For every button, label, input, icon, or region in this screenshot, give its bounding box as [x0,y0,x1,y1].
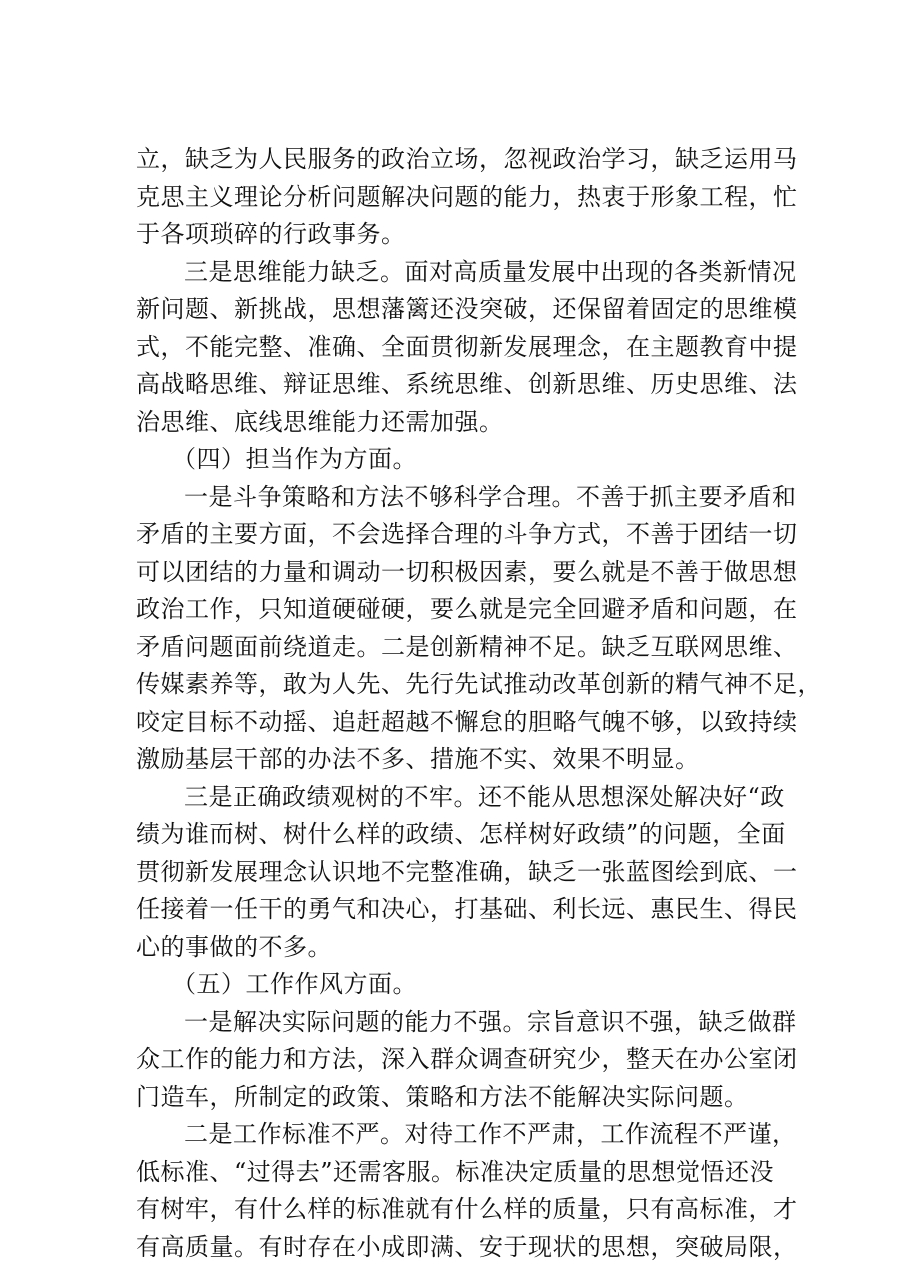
text-line: 高战略思维、辩证思维、系统思维、创新思维、历史思维、法 [136,370,798,398]
text-line: 咬定目标不动摇、追赶超越不懈怠的胆略气魄不够，以致持续 [136,707,798,736]
text-line: 治思维、底线思维能力还需加强。 [136,407,504,436]
text-line: 任接着一任干的勇气和决心，打基础、利长远、惠民生、得民 [136,895,798,923]
text-line: 低标准、“过得去”还需客服。标准决定质量的思想觉悟还没 [136,1157,775,1186]
text-line: 众工作的能力和方法，深入群众调查研究少，整天在办公室闭 [136,1045,798,1073]
text-line: 绩为谁而树、树什么样的政绩、怎样树好政绩”的问题，全面 [136,820,786,848]
document-body [136,141,822,1266]
section-heading-5: （五）工作作风方面。 [172,970,417,998]
text-line: 矛盾的主要方面，不会选择合理的斗争方式，不善于团结一切 [136,520,798,548]
text-line: 有树牢，有什么样的标准就有什么样的质量，只有高标准，才 [136,1195,798,1223]
text-line: 立，缺乏为人民服务的政治立场，忽视政治学习，缺乏运用马 [136,145,798,173]
paragraph-first-line: 一是斗争策略和方法不够科学合理。不善于抓主要矛盾和 [184,482,797,511]
paragraph-first-line: 三是思维能力缺乏。面对高质量发展中出现的各类新情况 [184,257,797,286]
text-line: 政治工作，只知道硬碰硬，要么就是完全回避矛盾和问题，在 [136,595,798,623]
text-line: 可以团结的力量和调动一切积极因素，要么就是不善于做思想 [136,557,798,586]
paragraph-first-line: 二是工作标准不严。对待工作不严肃，工作流程不严谨， [184,1120,797,1148]
text-line: 于各项琐碎的行政事务。 [136,220,406,248]
text-line: 心的事做的不多。 [136,932,332,961]
text-line: 激励基层干部的办法不多、措施不实、效果不明显。 [136,745,700,773]
text-line: 矛盾问题面前绕道走。二是创新精神不足。缺乏互联网思维、 [136,632,798,661]
text-line: 克思主义理论分析问题解决问题的能力，热衷于形象工程，忙 [136,182,798,211]
text-line: 有高质量。有时存在小成即满、安于现状的思想，突破局限， [136,1232,798,1261]
section-heading-4: （四）担当作为方面。 [172,445,417,473]
text-line: 门造车，所制定的政策、策略和方法不能解决实际问题。 [136,1082,749,1111]
text-line: 贯彻新发展理念认识地不完整准确，缺乏一张蓝图绘到底、一 [136,857,798,886]
text-line: 新问题、新挑战，思想藩篱还没突破，还保留着固定的思维模 [136,295,798,323]
text-line: 式，不能完整、准确、全面贯彻新发展理念，在主题教育中提 [136,332,798,361]
paragraph-first-line: 三是正确政绩观树的不牢。还不能从思想深处解决好“政 [184,782,785,811]
paragraph-first-line: 一是解决实际问题的能力不强。宗旨意识不强，缺乏做群 [184,1007,797,1036]
text-line: 传媒素养等，敢为人先、先行先试推动改革创新的精气神不足， [136,670,822,698]
